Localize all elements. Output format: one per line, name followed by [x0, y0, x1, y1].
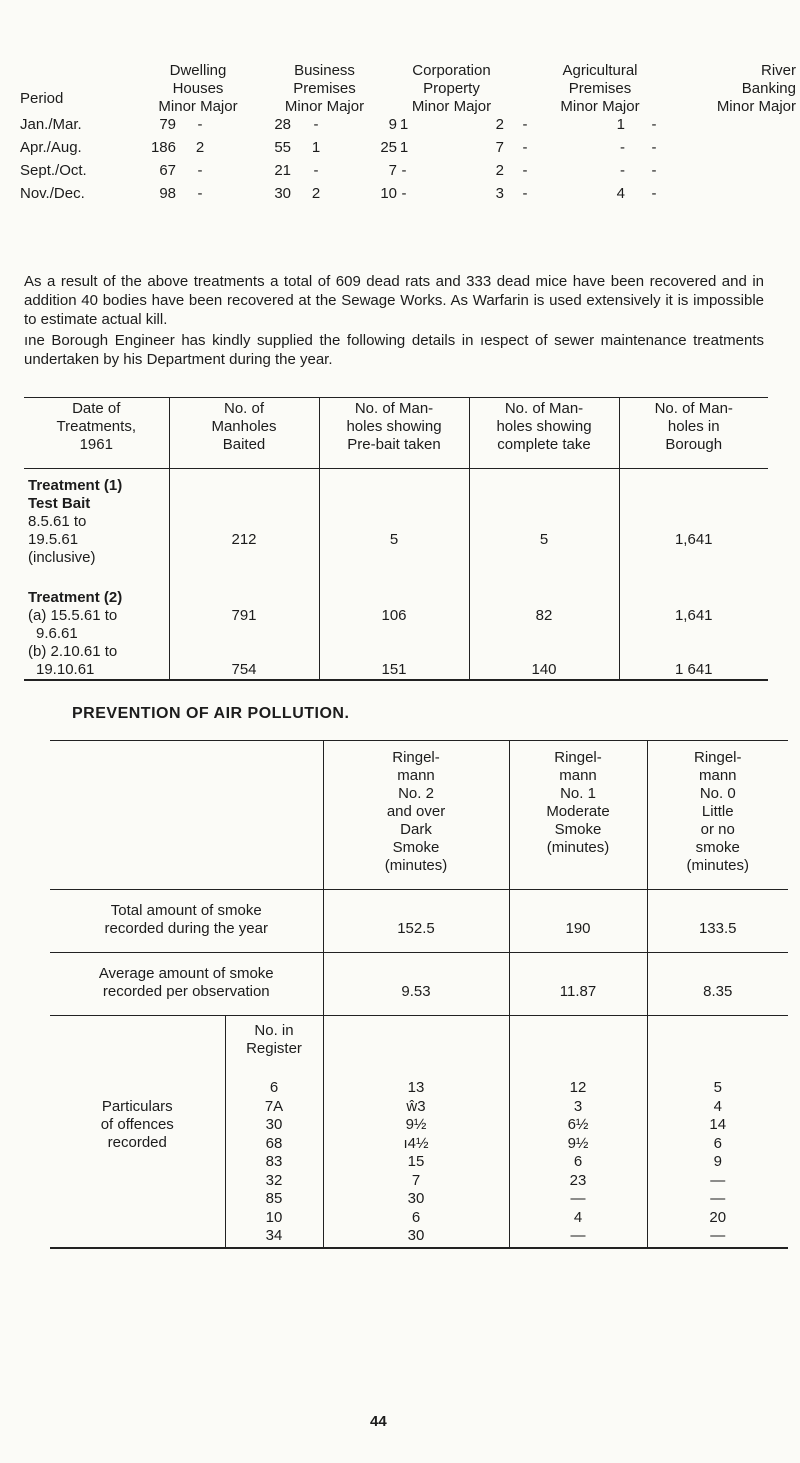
value-cell: - [651, 116, 657, 133]
value-cell: 186 [150, 139, 176, 156]
treatments-table-body [20, 116, 790, 208]
list-item: 68 [265, 1134, 283, 1152]
list-item: — [570, 1227, 586, 1244]
value-cell: - [401, 185, 407, 202]
table-row [20, 162, 790, 185]
header-complete: No. of Man- holes showing complete take [469, 398, 619, 469]
list-item: 30 [407, 1190, 425, 1207]
list-item: 32 [265, 1171, 283, 1189]
value-cell: 2 [495, 116, 504, 133]
list-item: 7 [411, 1171, 421, 1189]
value-cell: 98 [159, 185, 176, 202]
list-item: 9½ [405, 1116, 427, 1133]
col-header-river: River Banking Minor Major [716, 62, 796, 115]
value-cell: - [522, 116, 528, 133]
value-cell: 1 [399, 139, 409, 156]
value-cell: 2 [195, 139, 205, 156]
list-item: — [710, 1227, 726, 1244]
value-cell: - [522, 185, 528, 202]
list-item: 6 [573, 1153, 583, 1170]
value-cell: 28 [274, 116, 291, 133]
value-cell: 30 [274, 185, 291, 202]
period-cell: Nov./Dec. [20, 185, 85, 202]
period-cell: Sept./Oct. [20, 162, 87, 179]
table-row [20, 116, 790, 139]
list-item: ŵ3 [406, 1097, 426, 1115]
air-particulars-row: Particulars of offences recorded No. in Register 6 7A 30 68 83 32 85 10 34 13 ŵ3 9½ ı4½ 15 7 30 6 30 12 3 6½ 9½ 6 23 — 4 — 5 4 14 6 9 — — 20 — [50, 1016, 788, 1248]
value-cell: - [651, 139, 657, 156]
header-ringelmann-1: Ringel- mann No. 1 Moderate Smoke (minutes) [509, 741, 647, 890]
value-cell: 1 [399, 116, 409, 133]
header-baited: No. of Manholes Baited [169, 398, 319, 469]
list-item: 3 [573, 1097, 583, 1115]
value-cell: 79 [159, 116, 176, 133]
page-number: 44 [370, 1413, 387, 1430]
value-cell: 1 [616, 116, 625, 133]
value-cell: - [197, 116, 203, 133]
list-item: 6½ [567, 1116, 589, 1133]
list-item: 4 [713, 1097, 722, 1115]
treatments-table-header [20, 62, 796, 116]
col-header-corporation: Corporation Property Minor Major [411, 62, 492, 115]
value-cell: 7 [495, 139, 504, 156]
value-cell: - [522, 162, 528, 179]
list-item: 10 [265, 1208, 283, 1226]
air-header-row [50, 741, 788, 890]
value-cell: 9 [388, 116, 397, 133]
value-cell: 10 [380, 185, 397, 202]
col-header-agricultural: Agricultural Premises Minor Major [560, 62, 640, 115]
header-ringelmann-2: Ringel- mann No. 2 and over Dark Smoke (minutes) [323, 741, 509, 890]
sewer-table-header [24, 398, 768, 469]
section-title-air-pollution: PREVENTION OF AIR POLLUTION. [72, 705, 350, 722]
sewer-table [24, 397, 768, 681]
treatment1-row: Treatment (1) Test Bait 8.5.61 to 19.5.61 (inclusive) 212 5 5 1,641 [24, 469, 768, 590]
paragraph-engineer: ıne Borough Engineer has kindly supplied the following details in ıespect of sewer maintenance treatments undertaken by his Department during the year. [24, 332, 764, 368]
list-item: 12 [569, 1079, 587, 1096]
treatment2a-row: Treatment (2) (a) 15.5.61 to 9.6.61 791 106 82 1,641 [24, 589, 768, 643]
treatments-table [20, 62, 796, 208]
value-cell: - [651, 162, 657, 179]
list-item: 15 [407, 1153, 425, 1170]
list-item: 6 [269, 1079, 279, 1096]
header-borough: No. of Man- holes in Borough [619, 398, 768, 469]
air-total-row: Total amount of smoke recorded during the year 152.5 190 133.5 [50, 890, 788, 953]
period-cell: Apr./Aug. [20, 139, 82, 156]
header-date: Date of Treatments, 1961 [24, 398, 169, 469]
value-cell: 3 [495, 185, 504, 202]
header-prebait: No. of Man- holes showing Pre-bait taken [319, 398, 469, 469]
value-cell: 21 [274, 162, 291, 179]
list-item: 83 [265, 1153, 283, 1170]
list-item: 30 [407, 1227, 425, 1244]
col-header-business: Business Premises Minor Major [284, 62, 365, 115]
list-item: 4 [573, 1208, 583, 1226]
period-header: Period [20, 90, 64, 107]
header-ringelmann-0: Ringel- mann No. 0 Little or no smoke (minutes) [647, 741, 788, 890]
list-item: 85 [265, 1190, 283, 1207]
list-item: 20 [709, 1208, 727, 1226]
list-item: 14 [709, 1116, 727, 1133]
list-item: — [710, 1171, 726, 1189]
paragraph-results: As a result of the above treatments a total of 609 dead rats and 333 dead mice have been recovered and in addition 40 bodies have been recovered at the Sewage Works. As Warfarin is used extensively it is impossible to estimate actual kill. [24, 273, 764, 328]
value-cell: 1 [311, 139, 321, 156]
list-item: 6 [411, 1208, 421, 1226]
list-item: 9 [713, 1153, 722, 1170]
list-item: 13 [407, 1079, 425, 1096]
period-cell: Jan./Mar. [20, 116, 82, 133]
value-cell: - [620, 162, 625, 179]
value-cell: - [197, 185, 203, 202]
list-item: 30 [265, 1116, 283, 1133]
table-row [20, 185, 790, 208]
list-item: 9½ [567, 1134, 589, 1152]
table-row [20, 139, 790, 162]
value-cell: 25 [380, 139, 397, 156]
list-item: — [710, 1190, 726, 1207]
value-cell: 7 [388, 162, 397, 179]
air-average-row: Average amount of smoke recorded per observation 9.53 11.87 8.35 [50, 953, 788, 1016]
value-cell: 55 [274, 139, 291, 156]
list-item: 6 [713, 1134, 722, 1152]
value-cell: 67 [159, 162, 176, 179]
list-item: — [570, 1190, 586, 1207]
value-cell: 2 [311, 185, 321, 202]
value-cell: - [313, 162, 319, 179]
register-column: No. in Register 6 7A 30 68 83 32 85 10 34 [225, 1016, 323, 1248]
value-cell: - [197, 162, 203, 179]
col-header-dwelling: Dwelling Houses Minor Major [158, 62, 238, 115]
value-cell: - [620, 139, 625, 156]
list-item: 23 [569, 1171, 587, 1189]
value-cell: - [401, 162, 407, 179]
air-pollution-table [50, 740, 788, 1249]
treatment2b-row: (b) 2.10.61 to 19.10.61 754 151 140 1 641 [24, 643, 768, 680]
value-cell: - [651, 185, 657, 202]
value-cell: 2 [495, 162, 504, 179]
value-cell: - [522, 139, 528, 156]
value-cell: 4 [616, 185, 625, 202]
list-item: 7A [264, 1097, 284, 1115]
value-cell: - [313, 116, 319, 133]
list-item: ı4½ [403, 1134, 429, 1152]
list-item: 5 [713, 1079, 722, 1096]
list-item: 34 [265, 1227, 283, 1244]
